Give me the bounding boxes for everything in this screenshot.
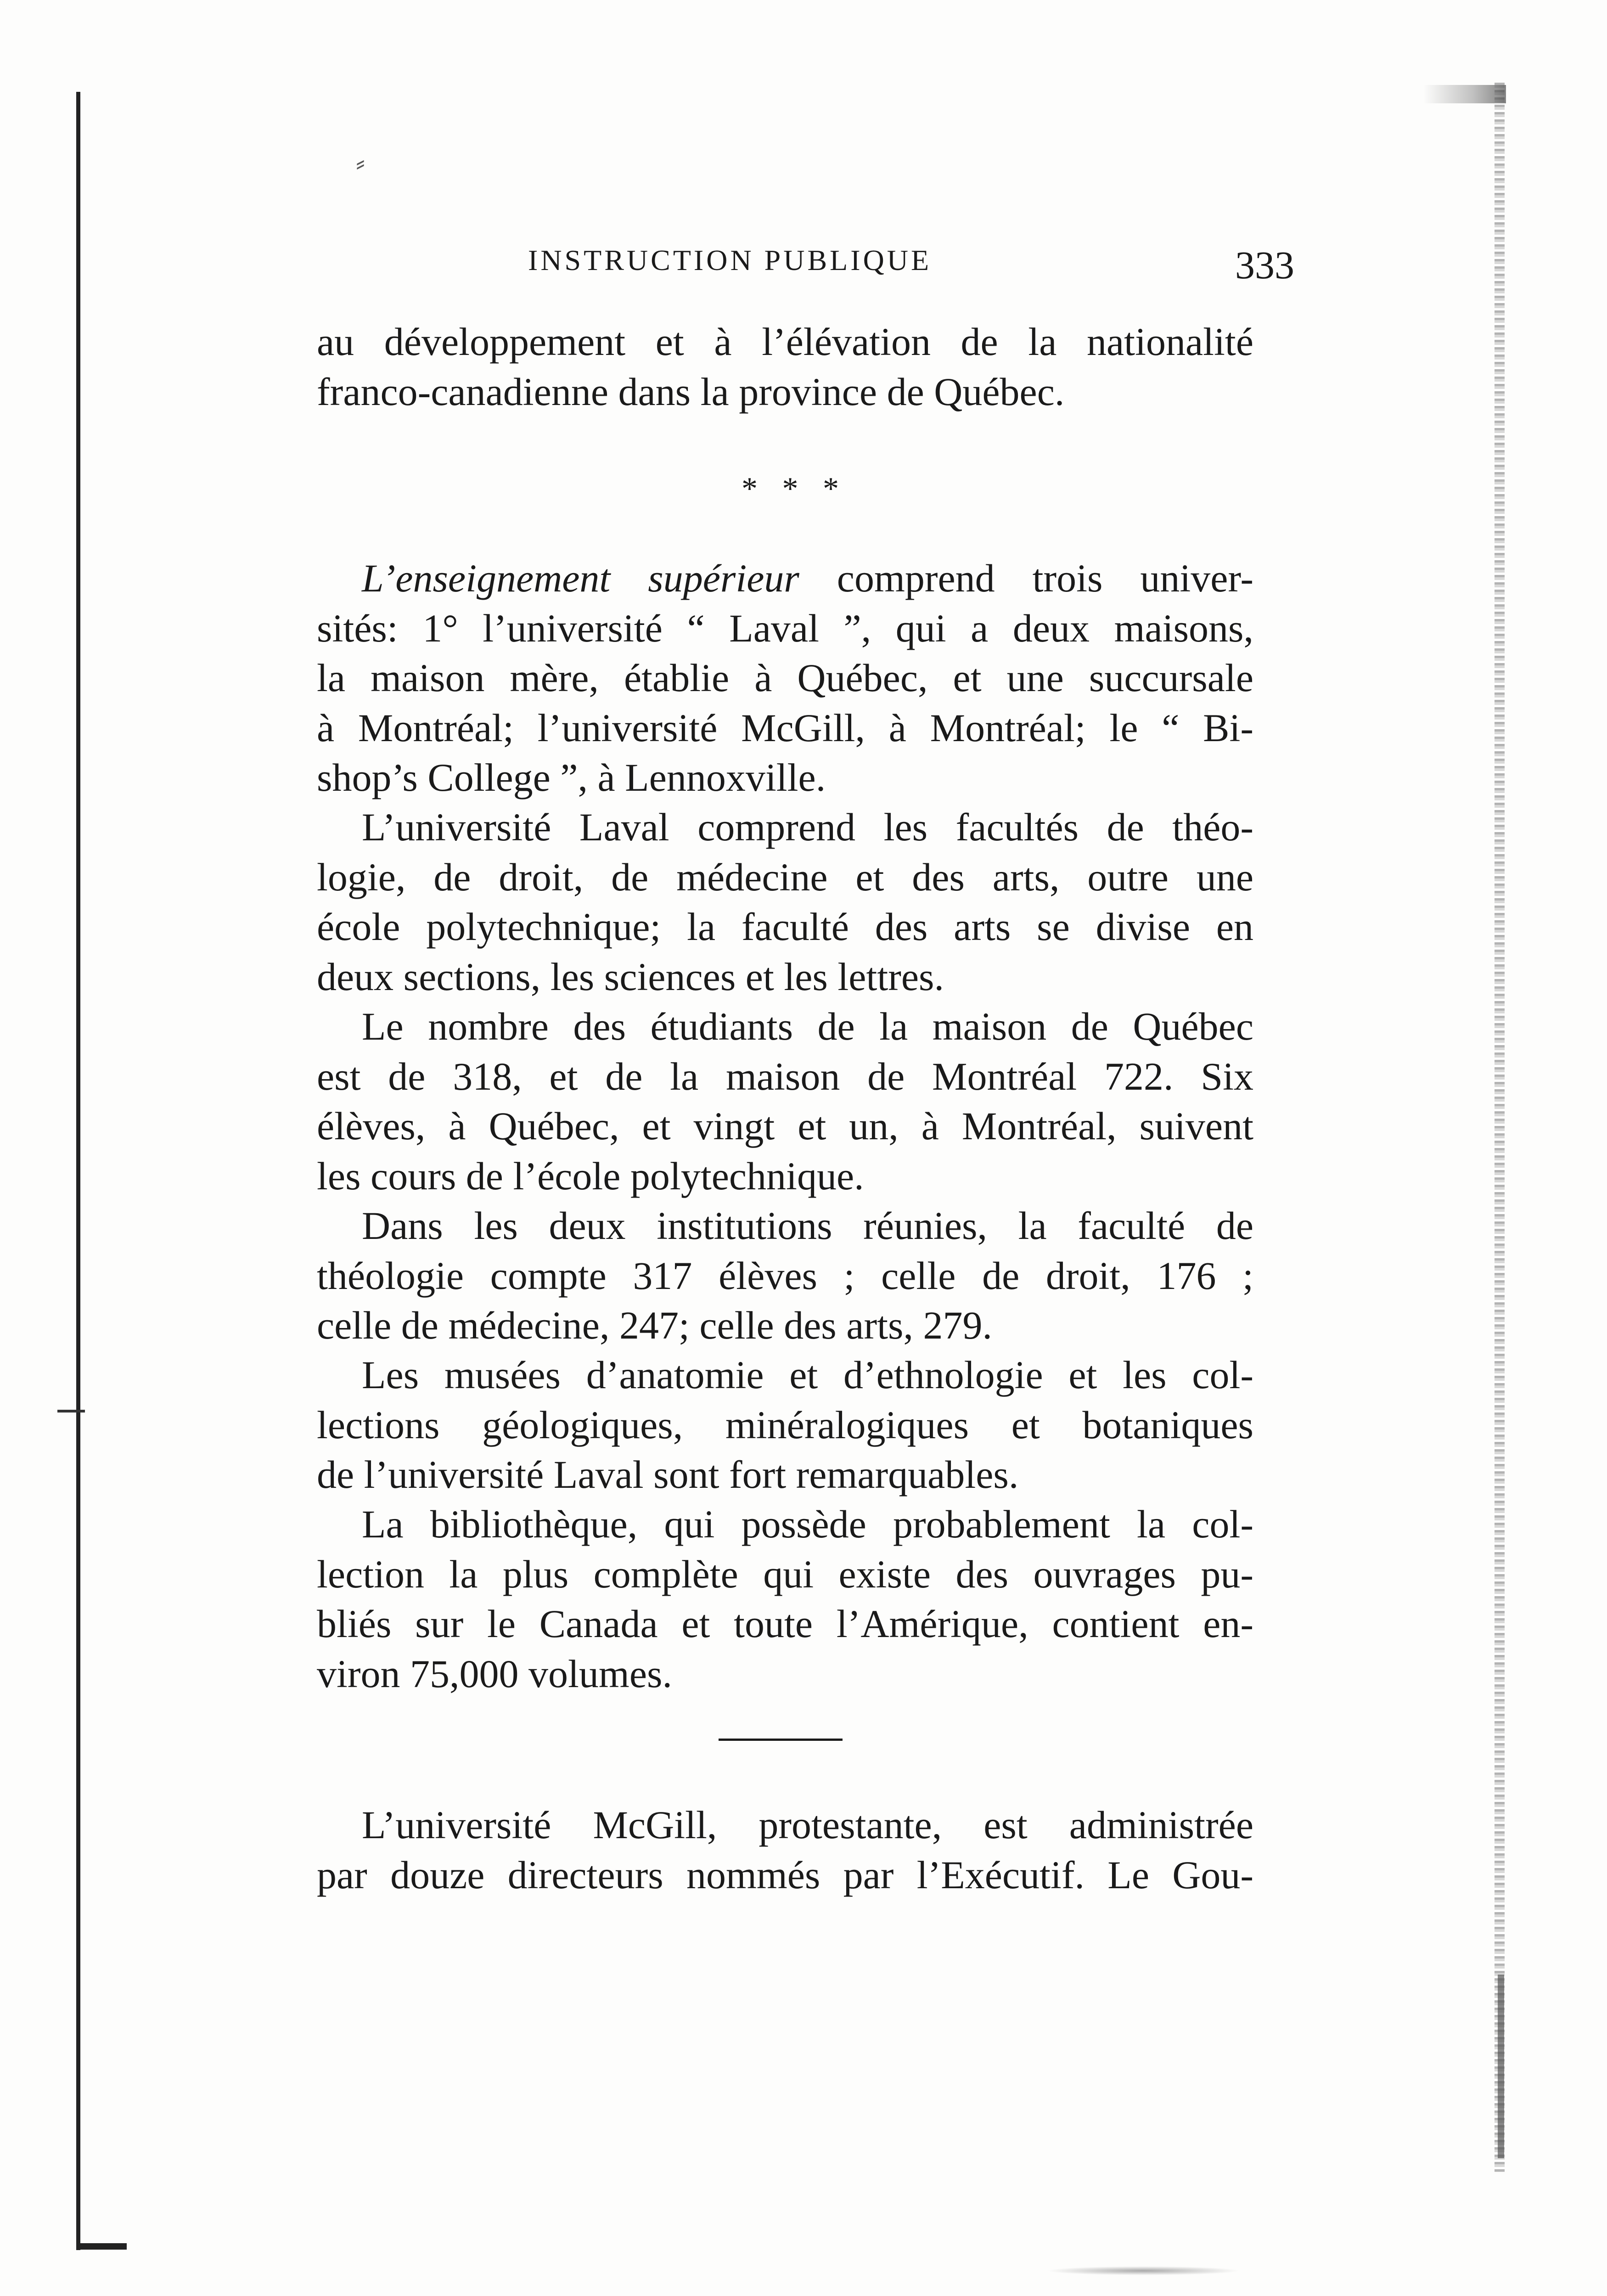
scan-binding-edge [76,92,80,2250]
paragraph-higher-education [317,553,1253,803]
text-line: de l’université Laval sont fort remarquables. [317,1452,1019,1497]
paragraph-institutions [317,1201,1253,1351]
text-line: sités: 1° l’université “ Laval ”, qui a deux maisons, [317,606,1253,650]
text-line: école polytechnique; la faculté des arts se divise en [317,905,1253,949]
paragraph-library [317,1499,1253,1699]
text-line: lection la plus complète qui existe des ouvrages pu- [317,1552,1253,1596]
text-line: La bibliothèque, qui possède probablement la col- [362,1502,1253,1546]
text-line: par douze directeurs nommés par l’Exécutif. Le Gou- [317,1852,1253,1897]
text-line: logie, de droit, de médecine et des arts, outre une [317,855,1253,899]
text-line: franco-canadienne dans la province de Québec. [317,369,1065,414]
scan-corner-smudge [1423,85,1506,103]
text-line: élèves, à Québec, et vingt et un, à Montréal, suivent [317,1104,1253,1148]
text-line: à Montréal; l’université McGill, à Montréal; le “ Bi- [317,705,1253,750]
text-line: Dans les deux institutions réunies, la faculté de [362,1204,1253,1248]
text-line: est de 318, et de la maison de Montréal 722. Six [317,1054,1253,1098]
paragraph-continuation [317,317,1253,416]
text-line: au développement et à l’élévation de la nationalité [317,320,1253,364]
text-line: bliés sur le Canada et toute l’Amérique, contient en- [317,1602,1253,1646]
paragraph-laval-faculties [317,802,1253,1002]
section-rule [719,1739,843,1741]
paragraph-mcgill [317,1800,1253,1900]
paragraph-student-numbers [317,1002,1253,1201]
text-line: deux sections, les sciences et les lettres. [317,954,944,999]
paragraph-museums [317,1350,1253,1500]
italic-lead: L’enseignement supérieur [362,556,799,600]
page-number: 333 [1235,243,1294,287]
text-line: L’université McGill, protestante, est administrée [362,1803,1253,1847]
scan-bottom-smudge [1047,2266,1240,2275]
scan-binding-foot [76,2243,127,2250]
scan-page-edge [1495,83,1505,2172]
text-line: viron 75,000 volumes. [317,1651,672,1696]
section-asterism: * * * [742,471,847,506]
running-head: INSTRUCTION PUBLIQUE [528,244,932,276]
text-line [317,553,1253,603]
scan-page-edge-shadow [1498,1975,1504,2158]
text-line: shop’s College ”, à Lennoxville. [317,755,826,799]
text-line: la maison mère, établie à Québec, et une succursale [317,656,1253,700]
pencil-mark: ⸗ [356,147,365,178]
text-line: Les musées d’anatomie et d’ethnologie et les col- [362,1353,1253,1397]
text-line: les cours de l’école polytechnique. [317,1154,864,1198]
text-line: Le nombre des étudiants de la maison de Québec [362,1004,1253,1048]
text-line: théologie compte 317 élèves ; celle de droit, 176 ; [317,1253,1253,1298]
text-line-rest: comprend trois univer- [799,556,1253,600]
scan-binding-notch [57,1410,85,1412]
text-line: lections géologiques, minéralogiques et botaniques [317,1402,1253,1447]
text-line: L’université Laval comprend les facultés de théo- [362,805,1253,849]
text-line: celle de médecine, 247; celle des arts, 279. [317,1303,992,1347]
